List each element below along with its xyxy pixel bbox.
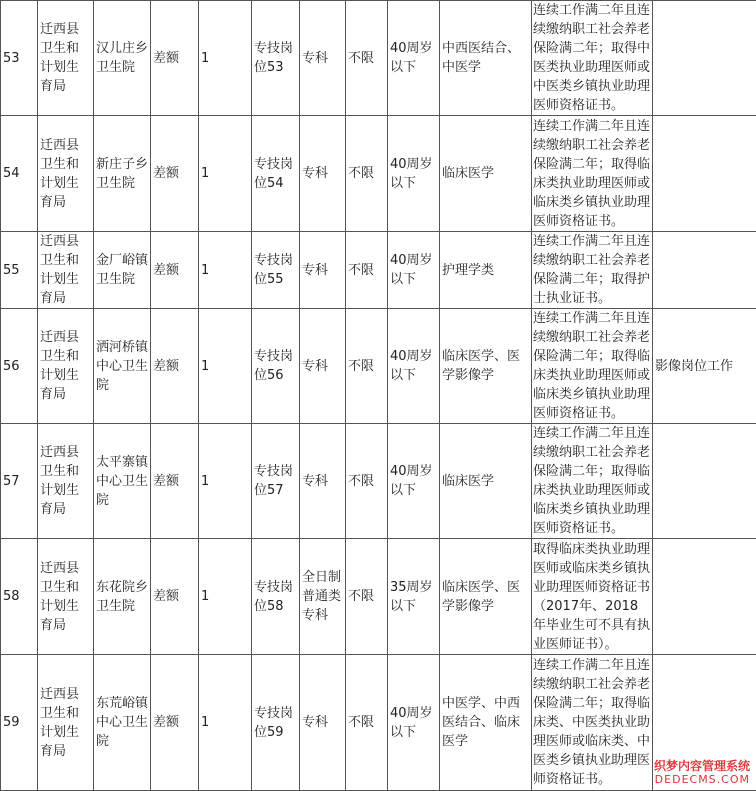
watermark-domain: DEDECMS.COM — [654, 773, 750, 787]
cell-post-name: 专技岗位56 — [252, 309, 300, 424]
cell-funding-type: 差额 — [151, 116, 199, 232]
cell-funding-type: 差额 — [151, 424, 199, 539]
cell-row-number: 59 — [1, 655, 38, 791]
cell-post-name: 专技岗位57 — [252, 424, 300, 539]
cell-remark — [653, 424, 756, 539]
cell-remark — [653, 116, 756, 232]
cell-education: 专科 — [300, 655, 346, 791]
cell-conditions: 连续工作满二年且连续缴纳职工社会养老保险满二年；取得临床类执业助理医师或临床类乡镇执业助理医师资格证书。 — [532, 309, 653, 424]
cell-degree: 不限 — [346, 655, 388, 791]
cell-department: 迁西县卫生和计划生育局 — [38, 424, 94, 539]
cell-conditions: 连续工作满二年且连续缴纳职工社会养老保险满二年；取得临床类执业助理医师或临床类乡镇执业助理医师资格证书。 — [532, 424, 653, 539]
cell-row-number: 58 — [1, 539, 38, 655]
cell-degree: 不限 — [346, 424, 388, 539]
cell-post-name: 专技岗位58 — [252, 539, 300, 655]
cell-major: 临床医学、医学影像学 — [440, 309, 532, 424]
watermark-title: 织梦内容管理系统 — [654, 759, 750, 773]
cell-education: 专科 — [300, 309, 346, 424]
table-row — [1, 539, 756, 655]
cell-department: 迁西县卫生和计划生育局 — [38, 309, 94, 424]
cell-age-limit: 40周岁以下 — [388, 1, 440, 116]
cell-row-number: 56 — [1, 309, 38, 424]
cell-age-limit: 40周岁以下 — [388, 232, 440, 309]
cell-education: 全日制普通类专科 — [300, 539, 346, 655]
cell-age-limit: 40周岁以下 — [388, 116, 440, 232]
cell-remark — [653, 232, 756, 309]
cell-hire-count: 1 — [199, 232, 252, 309]
cell-post-name: 专技岗位53 — [252, 1, 300, 116]
cell-conditions: 连续工作满二年且连续缴纳职工社会养老保险满二年；取得护士执业证书。 — [532, 232, 653, 309]
cell-major: 中医学、中西医结合、临床医学 — [440, 655, 532, 791]
cell-hire-count: 1 — [199, 1, 252, 116]
cell-education: 专科 — [300, 232, 346, 309]
cell-funding-type: 差额 — [151, 539, 199, 655]
cell-hiring-unit: 金厂峪镇卫生院 — [94, 232, 151, 309]
cell-hiring-unit: 汉儿庄乡卫生院 — [94, 1, 151, 116]
cell-hiring-unit: 东荒峪镇中心卫生院 — [94, 655, 151, 791]
table-row — [1, 1, 756, 116]
cell-conditions: 取得临床类执业助理医师或临床类乡镇执业助理医师资格证书（2017年、2018年毕业生可不具有执业医师证书）。 — [532, 539, 653, 655]
cell-funding-type: 差额 — [151, 655, 199, 791]
cell-post-name: 专技岗位54 — [252, 116, 300, 232]
cell-major: 临床医学、医学影像学 — [440, 539, 532, 655]
cell-degree: 不限 — [346, 309, 388, 424]
cell-hire-count: 1 — [199, 655, 252, 791]
cell-hiring-unit: 东花院乡卫生院 — [94, 539, 151, 655]
table-row — [1, 424, 756, 539]
cell-major: 中西医结合、中医学 — [440, 1, 532, 116]
cell-row-number: 57 — [1, 424, 38, 539]
cell-degree: 不限 — [346, 232, 388, 309]
cell-education: 专科 — [300, 116, 346, 232]
cell-major: 临床医学 — [440, 116, 532, 232]
cell-age-limit: 35周岁以下 — [388, 539, 440, 655]
cell-remark — [653, 1, 756, 116]
cell-degree: 不限 — [346, 116, 388, 232]
cell-education: 专科 — [300, 424, 346, 539]
cell-row-number: 53 — [1, 1, 38, 116]
cell-hiring-unit: 太平寨镇中心卫生院 — [94, 424, 151, 539]
cell-department: 迁西县卫生和计划生育局 — [38, 655, 94, 791]
cell-post-name: 专技岗位59 — [252, 655, 300, 791]
cell-department: 迁西县卫生和计划生育局 — [38, 116, 94, 232]
cell-funding-type: 差额 — [151, 232, 199, 309]
cell-row-number: 54 — [1, 116, 38, 232]
cell-age-limit: 40周岁以下 — [388, 655, 440, 791]
table-row — [1, 116, 756, 232]
cell-degree: 不限 — [346, 1, 388, 116]
cell-hire-count: 1 — [199, 424, 252, 539]
cell-funding-type: 差额 — [151, 309, 199, 424]
cell-conditions: 连续工作满二年且连续缴纳职工社会养老保险满二年；取得临床类执业助理医师或临床类乡镇执业助理医师资格证书。 — [532, 116, 653, 232]
cell-major: 临床医学 — [440, 424, 532, 539]
table-row — [1, 655, 756, 791]
cell-age-limit: 40周岁以下 — [388, 309, 440, 424]
cell-age-limit: 40周岁以下 — [388, 424, 440, 539]
cell-hiring-unit: 新庄子乡卫生院 — [94, 116, 151, 232]
cell-remark: 影像岗位工作 — [653, 309, 756, 424]
cell-conditions: 连续工作满二年且连续缴纳职工社会养老保险满二年；取得中医类执业助理医师或中医类乡镇执业助理医师资格证书。 — [532, 1, 653, 116]
cell-department: 迁西县卫生和计划生育局 — [38, 539, 94, 655]
cell-remark — [653, 539, 756, 655]
cell-hire-count: 1 — [199, 116, 252, 232]
table-row — [1, 232, 756, 309]
cell-post-name: 专技岗位55 — [252, 232, 300, 309]
cell-hire-count: 1 — [199, 539, 252, 655]
cell-funding-type: 差额 — [151, 1, 199, 116]
cell-major: 护理学类 — [440, 232, 532, 309]
cell-degree: 不限 — [346, 539, 388, 655]
cell-department: 迁西县卫生和计划生育局 — [38, 1, 94, 116]
table-row — [1, 309, 756, 424]
cell-education: 专科 — [300, 1, 346, 116]
cell-hire-count: 1 — [199, 309, 252, 424]
cell-row-number: 55 — [1, 232, 38, 309]
cell-department: 迁西县卫生和计划生育局 — [38, 232, 94, 309]
cell-hiring-unit: 洒河桥镇中心卫生院 — [94, 309, 151, 424]
cell-conditions: 连续工作满二年且连续缴纳职工社会养老保险满二年；取得临床类、中医类执业助理医师或临床类、中医类乡镇执业助理医师资格证书。 — [532, 655, 653, 791]
watermark — [654, 759, 750, 787]
